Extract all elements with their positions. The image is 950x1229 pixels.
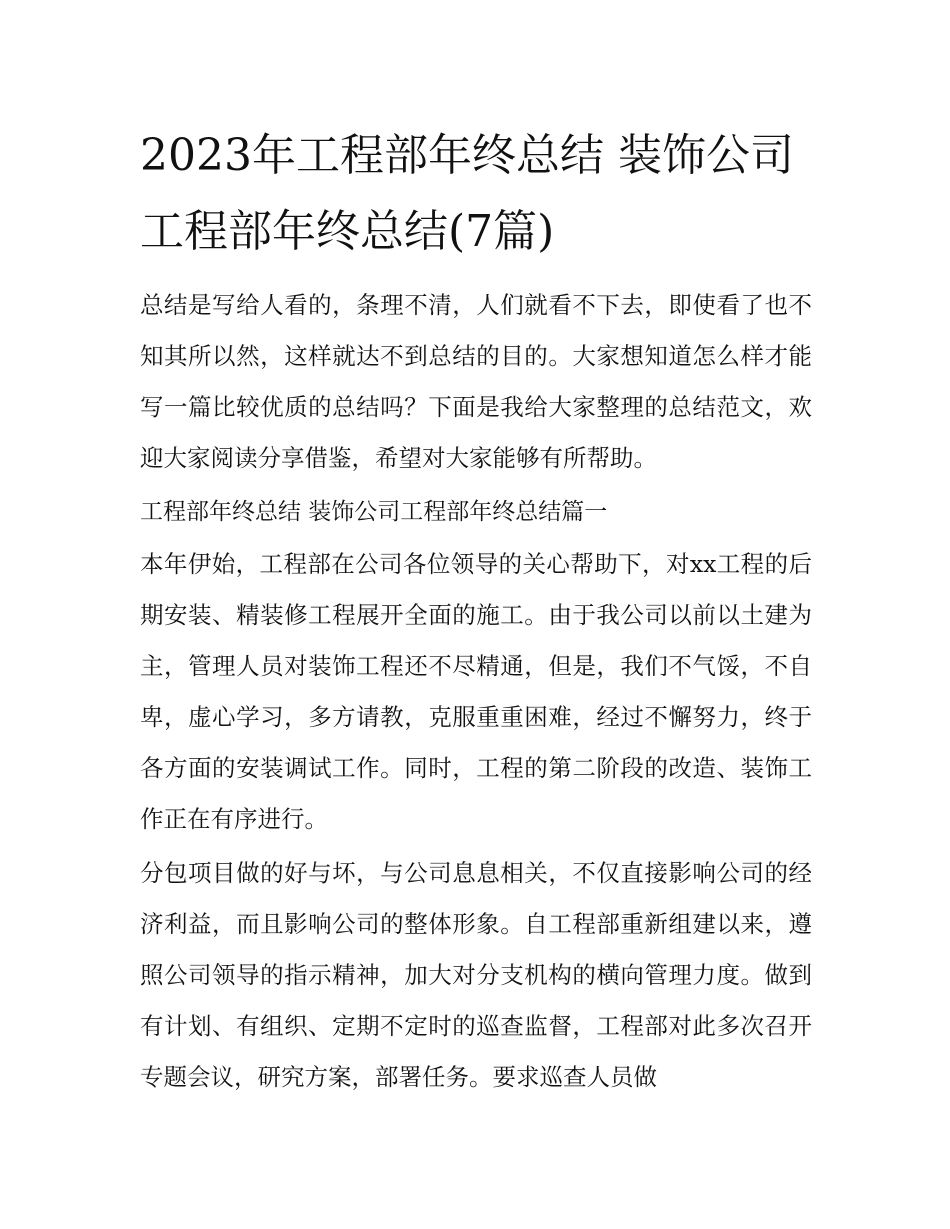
- intro-paragraph: 总结是写给人看的，条理不清，人们就看不下去，即使看了也不知其所以然，这样就达不到总结的目的。大家想知道怎么样才能写一篇比较优质的总结吗？下面是我给大家整理的总结范文，欢迎大家阅读分享借鉴，希望对大家能够有所帮助。: [140, 291, 812, 472]
- document-title: 2023年工程部年终总结 装饰公司工程部年终总结(7篇): [140, 130, 794, 257]
- section-heading: 工程部年终总结 装饰公司工程部年终总结篇一: [140, 499, 608, 525]
- body-paragraph: 分包项目做的好与坏，与公司息息相关，不仅直接影响公司的经济利益，而且影响公司的整体形象。自工程部重新组建以来，遵照公司领导的指示精神，加大对分支机构的横向管理力度。做到有计划、有组织、定期不定时的巡查监督，工程部对此多次召开专题会议，研究方案，部署任务。要求巡查人员做: [140, 859, 812, 1091]
- document-body: [140, 118, 812, 1106]
- body-paragraph: 本年伊始，工程部在公司各位领导的关心帮助下，对xx工程的后期安装、精装修工程展开全面的施工。由于我公司以前以土建为主，管理人员对装饰工程还不尽精通，但是，我们不气馁，不自卑，虚心学习，多方请教，克服重重困难，经过不懈努力，终于各方面的安装调试工作。同时，工程的第二阶段的改造、装饰工作正在有序进行。: [140, 550, 812, 833]
